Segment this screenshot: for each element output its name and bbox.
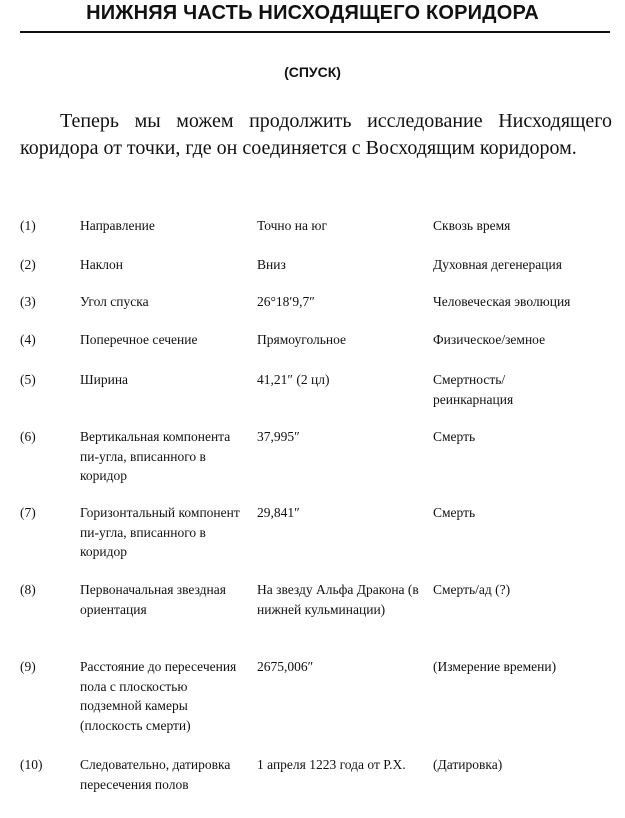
row-symbolism: Человеческая эволюция [433, 294, 571, 309]
row-number: (6) [20, 429, 36, 444]
row-parameter: Следовательно, датировка пересечения полов [80, 757, 231, 792]
row-symbolism: Смерть/ад (?) [433, 582, 511, 597]
page-title: НИЖНЯЯ ЧАСТЬ НИСХОДЯЩЕГО КОРИДОРА [86, 2, 539, 24]
intro-paragraph: Теперь мы можем продолжить исследование Нисходящего коридора от точки, где он соединяется с Восходящим коридором. [20, 110, 612, 159]
row-symbolism: Смерть [433, 505, 476, 520]
row-number: (9) [20, 659, 36, 674]
section-subtitle: (СПУСК) [284, 64, 341, 80]
row-parameter: Горизонтальный компонент пи-угла, вписанного в коридор [80, 505, 240, 559]
title-divider [20, 31, 610, 33]
row-symbolism: Смерть [433, 429, 476, 444]
row-parameter: Наклон [80, 257, 124, 272]
row-number: (4) [20, 332, 36, 347]
row-value: 29,841″ [257, 505, 300, 520]
row-value: 37,995″ [257, 429, 300, 444]
row-symbolism: (Датировка) [433, 757, 503, 772]
row-number: (8) [20, 582, 36, 597]
row-value: На звезду Альфа Дракона (в нижней кульминации) [257, 582, 419, 617]
row-parameter: Расстояние до пересечения пола с плоскостью подземной камеры (плоскость смерти) [80, 659, 237, 733]
row-value: 1 апреля 1223 года от Р.Х. [257, 757, 406, 772]
row-value: 41,21″ (2 цл) [257, 372, 330, 387]
row-parameter: Поперечное сечение [80, 332, 198, 347]
row-parameter: Первоначальная звездная ориентация [80, 582, 226, 617]
row-parameter: Направление [80, 218, 155, 233]
row-number: (3) [20, 294, 36, 309]
row-symbolism: Смертность/ реинкарнация [433, 372, 514, 407]
row-value: Прямоугольное [257, 332, 347, 347]
row-number: (5) [20, 372, 36, 387]
row-symbolism: Сквозь время [433, 218, 511, 233]
row-value: Точно на юг [257, 218, 327, 233]
row-number: (1) [20, 218, 36, 233]
row-symbolism: (Измерение времени) [433, 659, 557, 674]
row-value: 2675,006″ [257, 659, 314, 674]
row-symbolism: Физическое/земное [433, 332, 546, 347]
row-symbolism: Духовная дегенерация [433, 257, 562, 272]
row-parameter: Ширина [80, 372, 129, 387]
row-number: (10) [20, 757, 43, 772]
row-parameter: Угол спуска [80, 294, 149, 309]
row-value: 26°18′9,7″ [257, 294, 315, 309]
row-parameter: Вертикальная компонента пи-угла, вписанного в коридор [80, 429, 231, 483]
row-number: (7) [20, 505, 36, 520]
row-value: Вниз [257, 257, 286, 272]
row-number: (2) [20, 257, 36, 272]
